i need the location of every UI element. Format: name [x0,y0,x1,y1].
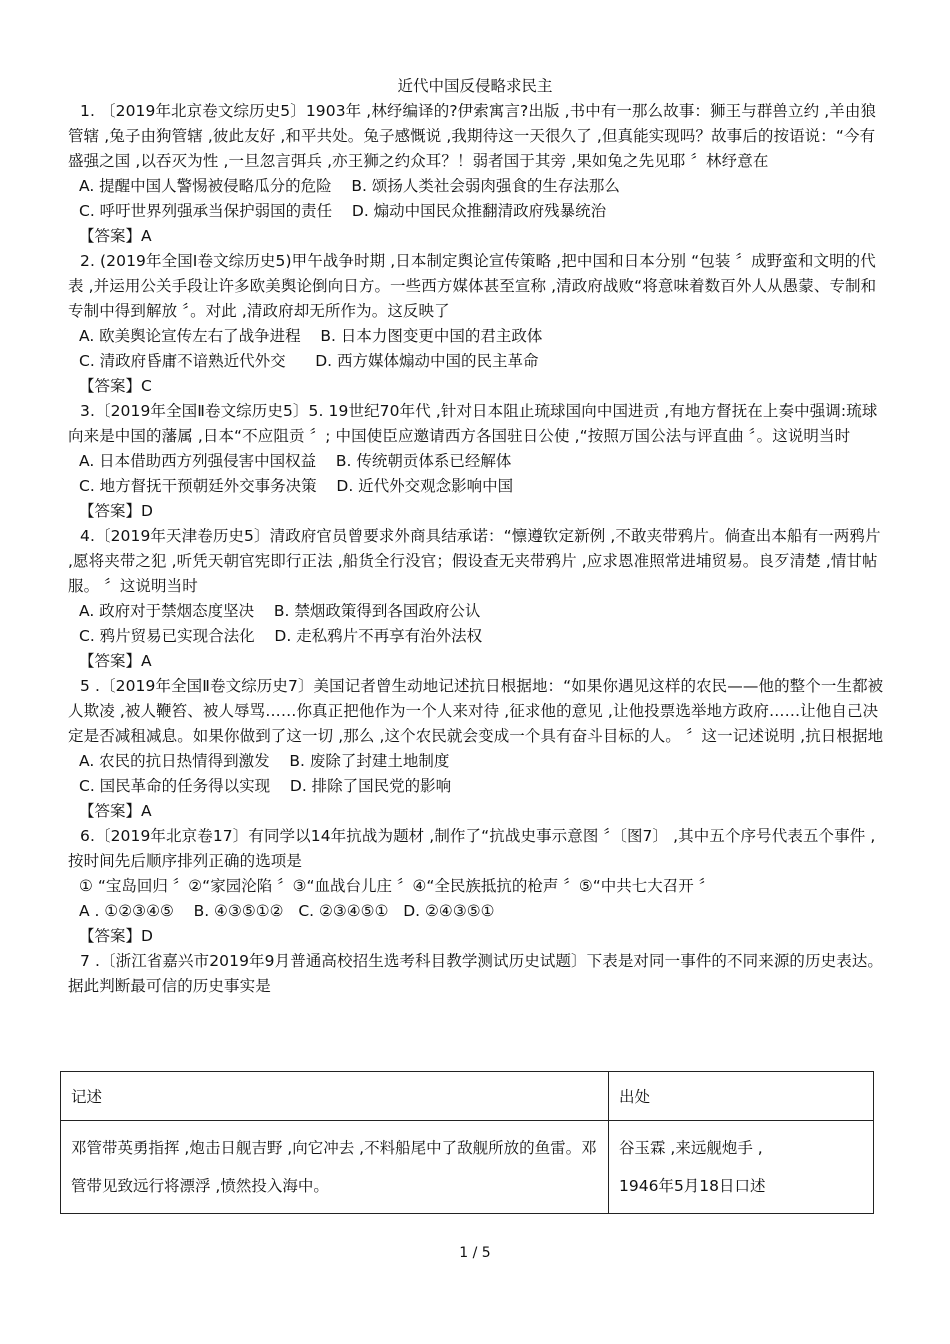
question-2 [68,249,888,399]
question-stem: 6.〔2019年北京卷17〕有同学以14年抗战为题材 ,制作了“抗战史事示意图 〞〔图7〕 ,其中五个序号代表五个事件 ,按时间先后顺序排列正确的选项是 [68,827,876,870]
page-title: 近代中国反侵略求民主 [397,77,553,95]
table-header-cell: 记述 [61,1072,609,1121]
table-header-cell: 出处 [609,1072,874,1121]
question-6 [68,824,888,949]
source-line: 谷玉霖 ,来远舰炮手 , [619,1139,763,1157]
answer: 【答案】D [79,502,153,520]
source-table [60,1071,874,1214]
answer: 【答案】A [79,802,152,820]
answer: 【答案】A [79,652,152,670]
question-stem: 2. (2019年全国Ⅰ卷文综历史5)甲午战争时期 ,日本制定舆论宣传策略 ,把中国和日本分别 “包装 〞成野蛮和文明的代表 ,并运用公关手段让许多欧美舆论倒向日方。一些西方媒体甚至宣称 ,清政府战败“将意味着数百外人从愚蒙、专制和专制中得到解放 〞。对此 ,清政府却无所作为。这反映了 [68,252,877,320]
answer: 【答案】C [79,377,152,395]
question-stem: 5 .〔2019年全国Ⅱ卷文综历史7〕美国记者曾生动地记述抗日根据地：“如果你遇见这样的农民——他的整个一生都被人欺凌 ,被人鞭笞、被人辱骂……你真正把他作为一个人来对待 ,征求他的意见 ,让他投票选举地方政府……让他自己决定是否减租减息。如果你做到了这一切 ,那么 ,这个农民就会变成一个具有奋斗目标的人。 〞这一记述说明 ,抗日根据地 [68,677,884,745]
question-stem: 1. 〔2019年北京卷文综历史5〕1903年 ,林纾编译的?伊索寓言?出版 ,书中有一那么故事：狮王与群兽立约 ,羊由狼管辖 ,兔子由狗管辖 ,彼此友好 ,和平共处。兔子感慨说 ,我期待这一天很久了 ,但真能实现吗？故事后的按语说：“今有盛强之国 ,以吞灭为性 ,一旦忽言弭兵 ,亦王狮之约众耳？！弱者国于其旁 ,果如兔之先见耶 〞林纾意在 [68,102,877,170]
question-3 [68,399,888,524]
option-line: A . ①②③④⑤ B. ④③⑤①② C. ②③④⑤① D. ②④③⑤① [79,902,495,920]
table-header-row [61,1072,874,1121]
table-cell [609,1121,874,1214]
page-number: 1 / 5 [459,1245,491,1261]
table-cell: 邓管带英勇指挥 ,炮击日舰吉野 ,向它冲去 ,不料船尾中了敌舰所放的鱼雷。邓管带见致远行将漂浮 ,愤然投入海中。 [61,1121,609,1214]
option-line: A. 农民的抗日热情得到激发 B. 废除了封建土地制度 [79,752,450,770]
question-1 [68,99,888,249]
option-line: A. 日本借助西方列强侵害中国权益 B. 传统朝贡体系已经解体 [79,452,512,470]
option-line: A. 欧美舆论宣传左右了战争进程 B. 日本力图变更中国的君主政体 [79,327,543,345]
question-stem: 4.〔2019年天津卷历史5〕清政府官员曾要求外商具结承诺：“懔遵钦定新例 ,不敢夹带鸦片。倘查出本船有一两鸦片 ,愿将夹带之犯 ,听凭天朝官宪即行正法 ,船货全行没官；假设查无夹带鸦片 ,应求恩准照常进埔贸易。良歹清楚 ,情甘帖服。 〞这说明当时 [68,527,881,595]
question-stem: 7 .〔浙江省嘉兴市2019年9月普通高校招生选考科目教学测试历史试题〕下表是对同一事件的不同来源的历史表达。据此判断最可信的历史事实是 [68,952,884,995]
question-stem: 3.〔2019年全国Ⅱ卷文综历史5〕5. 19世纪70年代 ,针对日本阻止琉球国向中国进贡 ,有地方督抚在上奏中强调:琉球向来是中国的藩属 ,日本“不应阻贡 〞; 中国使臣应邀请西方各国驻日公使 ,“按照万国公法与评直曲 〞。这说明当时 [68,402,878,445]
option-line: C. 呼吁世界列强承当保护弱国的责任 D. 煽动中国民众推翻清政府残暴统治 [79,202,607,220]
option-line: C. 国民革命的任务得以实现 D. 排除了国民党的影响 [79,777,452,795]
event-list: ① “宝岛回归 〞②“家园沦陷 〞③“血战台儿庄 〞④“全民族抵抗的枪声 〞⑤“中共七大召开 〞 [79,877,715,895]
option-line: A. 政府对于禁烟态度坚决 B. 禁烟政策得到各国政府公认 [79,602,481,620]
question-list [68,99,888,999]
question-7 [68,949,888,999]
option-line: A. 提醒中国人警惕被侵略瓜分的危险 B. 颂扬人类社会弱肉强食的生存法那么 [79,177,620,195]
answer: 【答案】A [79,227,152,245]
source-line: 1946年5月18日口述 [619,1177,766,1195]
table-row [61,1121,874,1214]
option-line: C. 鸦片贸易已实现合法化 D. 走私鸦片不再享有治外法权 [79,627,483,645]
question-4 [68,524,888,674]
option-line: C. 清政府昏庸不谙熟近代外交 D. 西方媒体煽动中国的民主革命 [79,352,539,370]
answer: 【答案】D [79,927,153,945]
option-line: C. 地方督抚干预朝廷外交事务决策 D. 近代外交观念影响中国 [79,477,514,495]
question-5 [68,674,888,824]
